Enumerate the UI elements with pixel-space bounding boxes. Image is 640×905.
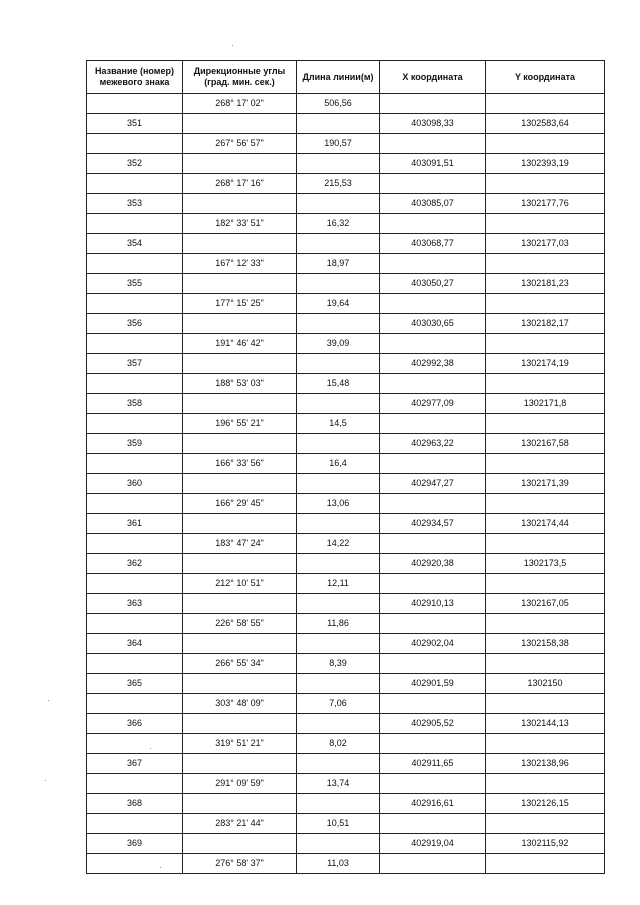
table-row xyxy=(87,374,605,394)
table-row xyxy=(87,614,605,634)
cell-angle xyxy=(183,834,297,854)
cell-name xyxy=(87,614,183,634)
cell-name xyxy=(87,454,183,474)
cell-name xyxy=(87,254,183,274)
cell-y xyxy=(486,94,605,114)
cell-x: 402916,61 xyxy=(380,794,486,814)
cell-angle: 196° 55' 21" xyxy=(183,414,297,434)
cell-x: 402934,57 xyxy=(380,514,486,534)
cell-length: 14,22 xyxy=(297,534,380,554)
cell-length xyxy=(297,114,380,134)
cell-angle: 191° 46' 42" xyxy=(183,334,297,354)
cell-y: 1302174,19 xyxy=(486,354,605,374)
cell-name: 361 xyxy=(87,514,183,534)
cell-angle xyxy=(183,314,297,334)
cell-length: 14,5 xyxy=(297,414,380,434)
cell-angle xyxy=(183,394,297,414)
cell-x: 402919,04 xyxy=(380,834,486,854)
cell-name: 353 xyxy=(87,194,183,214)
cell-x: 402992,38 xyxy=(380,354,486,374)
cell-x: 402947,27 xyxy=(380,474,486,494)
cell-length xyxy=(297,434,380,454)
cell-x xyxy=(380,94,486,114)
cell-angle: 319° 51' 21" xyxy=(183,734,297,754)
cell-length: 18,97 xyxy=(297,254,380,274)
cell-y xyxy=(486,174,605,194)
cell-angle: 267° 56' 57" xyxy=(183,134,297,154)
table-row xyxy=(87,554,605,574)
cell-angle xyxy=(183,154,297,174)
cell-length xyxy=(297,514,380,534)
table-row xyxy=(87,434,605,454)
cell-length xyxy=(297,234,380,254)
table-row xyxy=(87,174,605,194)
cell-length: 215,53 xyxy=(297,174,380,194)
table-row xyxy=(87,114,605,134)
cell-x xyxy=(380,694,486,714)
cell-name xyxy=(87,534,183,554)
cell-y: 1302158,38 xyxy=(486,634,605,654)
table-row xyxy=(87,134,605,154)
cell-x xyxy=(380,134,486,154)
cell-length xyxy=(297,274,380,294)
table-row xyxy=(87,534,605,554)
table-row xyxy=(87,154,605,174)
cell-x: 402910,13 xyxy=(380,594,486,614)
cell-length xyxy=(297,394,380,414)
cell-y: 1302393,19 xyxy=(486,154,605,174)
cell-y xyxy=(486,774,605,794)
cell-y: 1302167,58 xyxy=(486,434,605,454)
cell-name: 357 xyxy=(87,354,183,374)
cell-angle: 303° 48' 09" xyxy=(183,694,297,714)
cell-y xyxy=(486,254,605,274)
header-x: X координата xyxy=(380,61,486,94)
table-row xyxy=(87,94,605,114)
cell-length: 7,06 xyxy=(297,694,380,714)
cell-angle xyxy=(183,634,297,654)
cell-length: 13,06 xyxy=(297,494,380,514)
coordinates-table xyxy=(86,60,605,874)
cell-x xyxy=(380,254,486,274)
table-row xyxy=(87,634,605,654)
cell-length xyxy=(297,634,380,654)
cell-name xyxy=(87,374,183,394)
cell-name: 368 xyxy=(87,794,183,814)
cell-angle xyxy=(183,194,297,214)
table-row xyxy=(87,394,605,414)
cell-name: 356 xyxy=(87,314,183,334)
cell-x: 402902,04 xyxy=(380,634,486,654)
cell-angle: 182° 33' 51" xyxy=(183,214,297,234)
cell-y xyxy=(486,494,605,514)
table-row xyxy=(87,694,605,714)
table-row xyxy=(87,854,605,874)
cell-length: 8,02 xyxy=(297,734,380,754)
cell-angle: 177° 15' 25" xyxy=(183,294,297,314)
cell-name: 358 xyxy=(87,394,183,414)
cell-y: 1302138,96 xyxy=(486,754,605,774)
cell-length xyxy=(297,594,380,614)
cell-name: 352 xyxy=(87,154,183,174)
cell-angle xyxy=(183,474,297,494)
cell-y xyxy=(486,614,605,634)
cell-y: 1302181,23 xyxy=(486,274,605,294)
cell-angle xyxy=(183,514,297,534)
table-row xyxy=(87,234,605,254)
cell-y xyxy=(486,534,605,554)
table-row xyxy=(87,674,605,694)
cell-y xyxy=(486,854,605,874)
table-row xyxy=(87,354,605,374)
cell-y: 1302583,64 xyxy=(486,114,605,134)
cell-y: 1302171,8 xyxy=(486,394,605,414)
cell-angle: 268° 17' 02" xyxy=(183,94,297,114)
cell-y xyxy=(486,374,605,394)
cell-angle: 166° 33' 56" xyxy=(183,454,297,474)
header-y: Y координата xyxy=(486,61,605,94)
cell-x xyxy=(380,614,486,634)
cell-angle xyxy=(183,354,297,374)
cell-angle: 167° 12' 33" xyxy=(183,254,297,274)
cell-length: 12,11 xyxy=(297,574,380,594)
cell-x xyxy=(380,214,486,234)
cell-name xyxy=(87,494,183,514)
table-row xyxy=(87,414,605,434)
cell-y: 1302150 xyxy=(486,674,605,694)
cell-x xyxy=(380,374,486,394)
cell-angle xyxy=(183,754,297,774)
table-row xyxy=(87,714,605,734)
cell-length xyxy=(297,714,380,734)
cell-name: 359 xyxy=(87,434,183,454)
table-row xyxy=(87,514,605,534)
cell-angle: 291° 09' 59" xyxy=(183,774,297,794)
cell-length xyxy=(297,794,380,814)
table-row xyxy=(87,294,605,314)
header-name: Название (номер) межевого знака xyxy=(87,61,183,94)
cell-angle xyxy=(183,594,297,614)
cell-length xyxy=(297,314,380,334)
cell-length: 19,64 xyxy=(297,294,380,314)
cell-angle xyxy=(183,234,297,254)
cell-x xyxy=(380,454,486,474)
cell-angle: 226° 58' 55" xyxy=(183,614,297,634)
cell-name: 355 xyxy=(87,274,183,294)
table-row xyxy=(87,574,605,594)
cell-length: 11,03 xyxy=(297,854,380,874)
cell-y xyxy=(486,294,605,314)
cell-y: 1302167,05 xyxy=(486,594,605,614)
header-row xyxy=(87,61,605,94)
header-length: Длина линии(м) xyxy=(297,61,380,94)
cell-angle: 276° 58' 37" xyxy=(183,854,297,874)
cell-name xyxy=(87,94,183,114)
cell-angle: 268° 17' 16" xyxy=(183,174,297,194)
table-row xyxy=(87,594,605,614)
table-row xyxy=(87,194,605,214)
cell-angle: 183° 47' 24" xyxy=(183,534,297,554)
cell-length xyxy=(297,474,380,494)
cell-length: 506,56 xyxy=(297,94,380,114)
cell-y: 1302177,03 xyxy=(486,234,605,254)
cell-length xyxy=(297,834,380,854)
cell-y xyxy=(486,574,605,594)
cell-angle: 166° 29' 45" xyxy=(183,494,297,514)
cell-y xyxy=(486,694,605,714)
table-row xyxy=(87,794,605,814)
cell-name xyxy=(87,214,183,234)
table-row xyxy=(87,254,605,274)
table-row xyxy=(87,474,605,494)
cell-x xyxy=(380,294,486,314)
cell-x xyxy=(380,854,486,874)
cell-angle: 212° 10' 51" xyxy=(183,574,297,594)
cell-x: 403030,65 xyxy=(380,314,486,334)
cell-x: 402963,22 xyxy=(380,434,486,454)
cell-length: 15,48 xyxy=(297,374,380,394)
cell-y: 1302174,44 xyxy=(486,514,605,534)
cell-name: 363 xyxy=(87,594,183,614)
cell-x: 403085,07 xyxy=(380,194,486,214)
table-row xyxy=(87,814,605,834)
cell-name xyxy=(87,694,183,714)
cell-length xyxy=(297,674,380,694)
cell-angle xyxy=(183,274,297,294)
cell-name: 367 xyxy=(87,754,183,774)
cell-x xyxy=(380,734,486,754)
cell-x xyxy=(380,174,486,194)
cell-x: 402911,65 xyxy=(380,754,486,774)
cell-x: 403091,51 xyxy=(380,154,486,174)
cell-name: 351 xyxy=(87,114,183,134)
cell-y xyxy=(486,734,605,754)
cell-name: 369 xyxy=(87,834,183,854)
cell-x: 402977,09 xyxy=(380,394,486,414)
cell-name xyxy=(87,574,183,594)
cell-length: 8,39 xyxy=(297,654,380,674)
table-row xyxy=(87,734,605,754)
cell-x: 402920,38 xyxy=(380,554,486,574)
cell-y: 1302177,76 xyxy=(486,194,605,214)
cell-angle xyxy=(183,554,297,574)
cell-x: 402901,59 xyxy=(380,674,486,694)
cell-y: 1302173,5 xyxy=(486,554,605,574)
cell-angle xyxy=(183,794,297,814)
cell-y xyxy=(486,214,605,234)
cell-name xyxy=(87,294,183,314)
cell-name xyxy=(87,334,183,354)
table-row xyxy=(87,494,605,514)
cell-x: 403050,27 xyxy=(380,274,486,294)
cell-y xyxy=(486,334,605,354)
cell-x xyxy=(380,414,486,434)
cell-length: 39,09 xyxy=(297,334,380,354)
cell-length xyxy=(297,754,380,774)
cell-name xyxy=(87,774,183,794)
cell-angle xyxy=(183,674,297,694)
cell-x xyxy=(380,574,486,594)
table-row xyxy=(87,314,605,334)
cell-length xyxy=(297,154,380,174)
cell-name xyxy=(87,814,183,834)
table-row xyxy=(87,834,605,854)
table-body xyxy=(87,94,605,874)
table-row xyxy=(87,274,605,294)
table-header xyxy=(87,61,605,94)
cell-length xyxy=(297,354,380,374)
table-row xyxy=(87,654,605,674)
cell-length: 16,32 xyxy=(297,214,380,234)
cell-y xyxy=(486,814,605,834)
cell-x xyxy=(380,334,486,354)
cell-y: 1302182,17 xyxy=(486,314,605,334)
cell-name: 365 xyxy=(87,674,183,694)
cell-y: 1302171,39 xyxy=(486,474,605,494)
cell-angle: 188° 53' 03" xyxy=(183,374,297,394)
header-angle: Дирекционные углы (град. мин. сек.) xyxy=(183,61,297,94)
cell-x xyxy=(380,814,486,834)
table-row xyxy=(87,454,605,474)
cell-y: 1302115,92 xyxy=(486,834,605,854)
cell-x: 403098,33 xyxy=(380,114,486,134)
cell-length: 16,4 xyxy=(297,454,380,474)
cell-length: 10,51 xyxy=(297,814,380,834)
table-row xyxy=(87,334,605,354)
cell-y xyxy=(486,654,605,674)
cell-name: 366 xyxy=(87,714,183,734)
cell-x xyxy=(380,654,486,674)
cell-name xyxy=(87,414,183,434)
cell-angle xyxy=(183,114,297,134)
cell-y xyxy=(486,454,605,474)
cell-name xyxy=(87,854,183,874)
table-row xyxy=(87,214,605,234)
cell-angle xyxy=(183,714,297,734)
cell-name xyxy=(87,174,183,194)
cell-x: 402905,52 xyxy=(380,714,486,734)
cell-name: 354 xyxy=(87,234,183,254)
cell-name xyxy=(87,134,183,154)
cell-angle xyxy=(183,434,297,454)
cell-x xyxy=(380,494,486,514)
cell-length: 13,74 xyxy=(297,774,380,794)
cell-x xyxy=(380,534,486,554)
cell-length xyxy=(297,194,380,214)
table-row xyxy=(87,774,605,794)
cell-x: 403068,77 xyxy=(380,234,486,254)
cell-y xyxy=(486,134,605,154)
cell-name xyxy=(87,654,183,674)
cell-name: 364 xyxy=(87,634,183,654)
cell-y: 1302126,15 xyxy=(486,794,605,814)
cell-name: 360 xyxy=(87,474,183,494)
cell-x xyxy=(380,774,486,794)
cell-name xyxy=(87,734,183,754)
cell-y: 1302144,13 xyxy=(486,714,605,734)
cell-length xyxy=(297,554,380,574)
cell-angle: 266° 55' 34" xyxy=(183,654,297,674)
cell-length: 11,86 xyxy=(297,614,380,634)
table-row xyxy=(87,754,605,774)
cell-angle: 283° 21' 44" xyxy=(183,814,297,834)
cell-y xyxy=(486,414,605,434)
cell-length: 190,57 xyxy=(297,134,380,154)
cell-name: 362 xyxy=(87,554,183,574)
